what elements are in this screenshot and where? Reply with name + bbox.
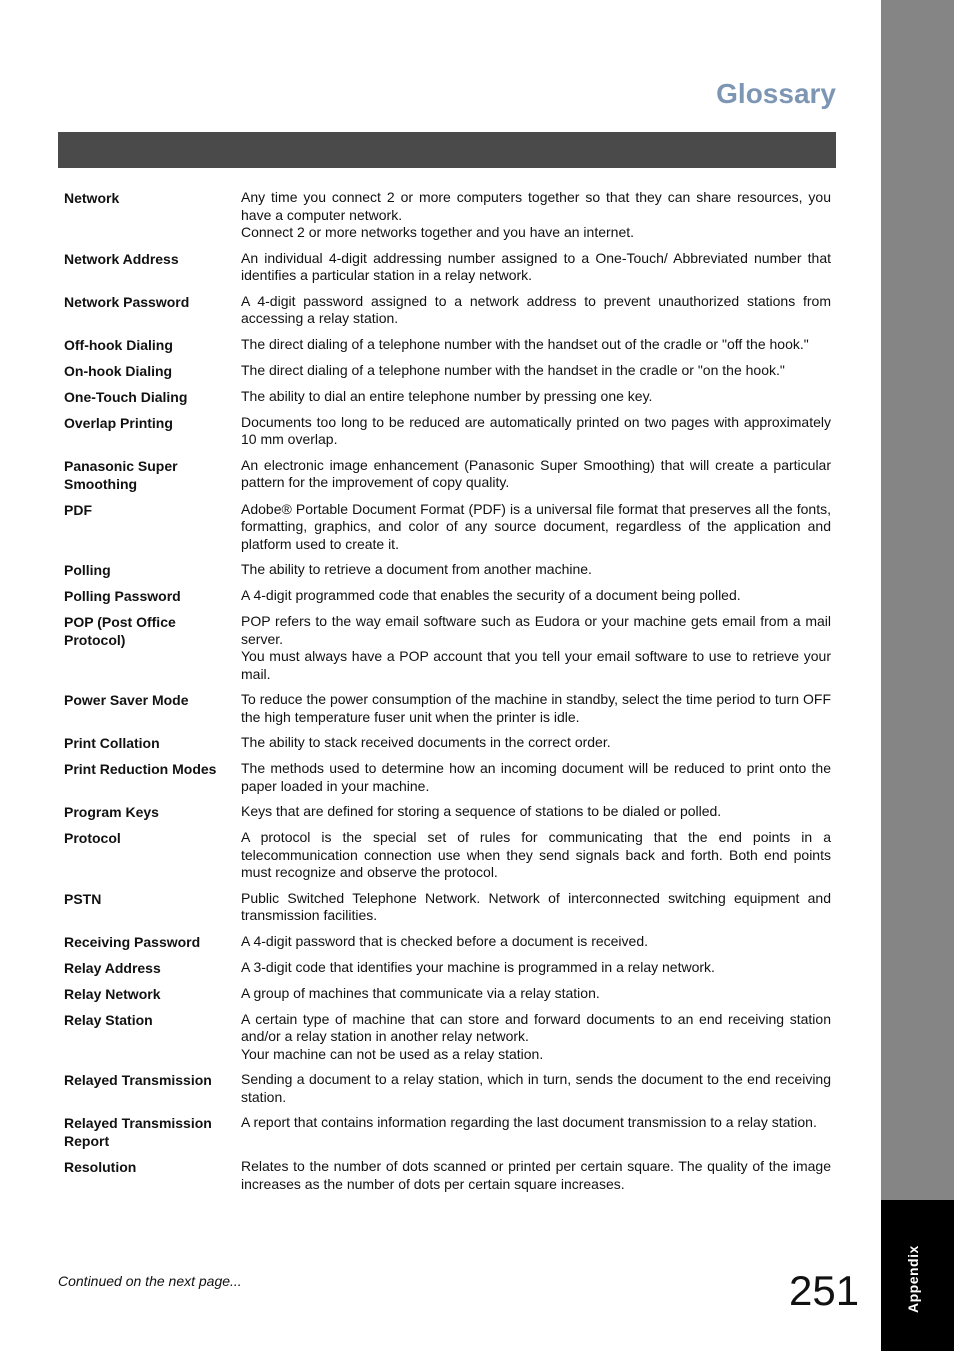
glossary-term: Receiving Password <box>64 933 201 950</box>
definition-paragraph: A certain type of machine that can store and forward documents to an end receiving station and/or a relay station in another relay network. <box>241 1010 831 1044</box>
glossary-definition <box>241 1158 831 1193</box>
glossary-term: Protocol <box>64 830 121 846</box>
glossary-definition <box>241 691 831 726</box>
definition-paragraph: The methods used to determine how an incoming document will be reduced to print onto the paper loaded in your machine. <box>241 760 831 794</box>
side-bar <box>881 0 954 1351</box>
definition-paragraph: Connect 2 or more networks together and you have an internet. <box>241 224 635 240</box>
glossary-entry <box>64 1114 831 1150</box>
glossary-entry <box>64 561 831 579</box>
definition-paragraph: Relates to the number of dots scanned or printed per certain square. The quality of the image increases as the number of dots per certain square increases. <box>241 1158 831 1192</box>
glossary-term: Relay Network <box>64 985 161 1002</box>
glossary-definition <box>241 985 831 1003</box>
glossary-term: Overlap Printing <box>64 414 173 431</box>
glossary-term: Relay Address <box>64 959 161 976</box>
definition-paragraph: A 4-digit programmed code that enables the security of a document being polled. <box>241 587 741 603</box>
glossary-definition <box>241 959 831 977</box>
definition-paragraph: A 3-digit code that identifies your machine is programmed in a relay network. <box>241 958 715 975</box>
definition-paragraph: The ability to dial an entire telephone number by pressing one key. <box>241 387 653 404</box>
glossary-entry <box>64 760 831 795</box>
definition-paragraph: Keys that are defined for storing a sequence of stations to be dialed or polled. <box>241 803 722 819</box>
glossary-definition <box>241 1114 831 1150</box>
glossary-entry <box>64 414 831 449</box>
definition-paragraph: You must always have a POP account that you tell your email software to use to retrieve your mail. <box>241 648 831 682</box>
glossary-entry <box>64 985 831 1003</box>
glossary-term: Power Saver Mode <box>64 692 189 708</box>
definition-paragraph: The ability to stack received documents in the correct order. <box>241 734 611 750</box>
definition-paragraph: To reduce the power consumption of the machine in standby, select the time period to turn OFF the high temperature fuser unit when the printer is idle. <box>241 691 831 725</box>
definition-paragraph: Your machine can not be used as a relay station. <box>241 1045 544 1062</box>
glossary-term: PDF <box>64 501 92 518</box>
definition-paragraph: An individual 4-digit addressing number assigned to a One-Touch/ Abbreviated number that identifies a particular station in a relay network. <box>241 249 831 283</box>
definition-paragraph: Documents too long to be reduced are automatically printed on two pages with approximately 10 mm overlap. <box>241 413 831 447</box>
glossary-definition <box>241 613 831 683</box>
definition-paragraph: The direct dialing of a telephone number with the handset in the cradle or "on the hook." <box>241 361 785 378</box>
glossary-term: Relayed Transmission <box>64 1072 212 1088</box>
glossary-term: Network Password <box>64 293 190 310</box>
glossary-term: Polling Password <box>64 588 181 604</box>
glossary-entry <box>64 336 831 354</box>
definition-paragraph: A 4-digit password assigned to a network address to prevent unauthorized stations from accessing a relay station. <box>241 292 831 326</box>
glossary-entry <box>64 829 831 882</box>
glossary-definition <box>241 734 831 752</box>
glossary-term: Relay Station <box>64 1011 153 1028</box>
header-band <box>58 132 836 168</box>
glossary-entry <box>64 189 831 242</box>
definition-paragraph: Adobe® Portable Document Format (PDF) is a universal file format that preserves all the fonts, formatting, graphics, and color of any source document, regardless of the application and platform used to create it. <box>241 500 831 552</box>
glossary-entry <box>64 959 831 977</box>
definition-paragraph: The ability to retrieve a document from another machine. <box>241 561 592 577</box>
page-number: 251 <box>789 1267 860 1314</box>
glossary-term: Print Collation <box>64 735 160 751</box>
glossary-definition <box>241 760 831 795</box>
glossary-entry <box>64 803 831 821</box>
glossary-definition <box>241 587 831 605</box>
glossary-entry <box>64 388 831 406</box>
glossary-term: Polling <box>64 562 111 578</box>
definition-paragraph: A 4-digit password that is checked before a document is received. <box>241 932 648 949</box>
glossary-entry <box>64 691 831 726</box>
glossary-term: PSTN <box>64 890 102 907</box>
glossary-definition <box>241 414 831 449</box>
glossary-definition <box>241 388 831 406</box>
definition-paragraph: The direct dialing of a telephone number with the handset out of the cradle or "off the hook." <box>241 335 809 352</box>
glossary-entry <box>64 613 831 683</box>
glossary-entry <box>64 587 831 605</box>
definition-paragraph: Sending a document to a relay station, which in turn, sends the document to the end receiving station. <box>241 1071 831 1105</box>
glossary-definition <box>241 1011 831 1064</box>
glossary-entry <box>64 457 831 493</box>
definition-paragraph: An electronic image enhancement (Panasonic Super Smoothing) that will create a particular pattern for the improvement of copy quality. <box>241 456 831 490</box>
glossary-term: Off-hook Dialing <box>64 336 173 353</box>
glossary-definition <box>241 829 831 882</box>
glossary-definition <box>241 336 831 354</box>
glossary-definition <box>241 189 831 242</box>
definition-paragraph: A protocol is the special set of rules for communicating that the end points in a telecommunication connection use when they send signals back and forth. Both end points must recognize and observe the protocol. <box>241 829 831 880</box>
definition-paragraph: Any time you connect 2 or more computers together so that they can share resources, you have a computer network. <box>241 189 831 223</box>
glossary-definition <box>241 561 831 579</box>
glossary-term: On-hook Dialing <box>64 362 173 379</box>
definition-paragraph: A group of machines that communicate via a relay station. <box>241 984 600 1001</box>
glossary-entry <box>64 1071 831 1106</box>
glossary-entry <box>64 890 831 925</box>
glossary-definition <box>241 457 831 493</box>
glossary-term: Panasonic Super Smoothing <box>64 457 178 492</box>
glossary-entry <box>64 362 831 380</box>
definition-paragraph: A report that contains information regarding the last document transmission to a relay station. <box>241 1114 817 1130</box>
glossary-entry <box>64 293 831 328</box>
glossary-entry <box>64 734 831 752</box>
glossary-entry <box>64 501 831 554</box>
definition-paragraph: Public Switched Telephone Network. Network of interconnected switching equipment and transmission facilities. <box>241 889 831 923</box>
glossary-entry <box>64 933 831 951</box>
glossary-list <box>64 189 831 1201</box>
glossary-definition <box>241 362 831 380</box>
glossary-definition <box>241 293 831 328</box>
glossary-term: Network <box>64 190 120 206</box>
glossary-term: Relayed Transmission Report <box>64 1115 212 1149</box>
glossary-entry <box>64 250 831 285</box>
glossary-term: Resolution <box>64 1159 137 1175</box>
glossary-entry <box>64 1011 831 1064</box>
section-tab-label: Appendix <box>905 1245 921 1313</box>
glossary-term: One-Touch Dialing <box>64 388 188 405</box>
glossary-definition <box>241 1071 831 1106</box>
glossary-term: POP (Post Office Protocol) <box>64 614 176 648</box>
page-title: Glossary <box>716 78 836 109</box>
glossary-definition <box>241 890 831 925</box>
glossary-term: Print Reduction Modes <box>64 761 217 777</box>
glossary-definition <box>241 933 831 951</box>
glossary-definition <box>241 250 831 285</box>
glossary-term: Network Address <box>64 250 179 267</box>
glossary-entry <box>64 1158 831 1193</box>
glossary-definition <box>241 501 831 554</box>
glossary-term: Program Keys <box>64 804 159 820</box>
definition-paragraph: POP refers to the way email software such as Eudora or your machine gets email from a mail server. <box>241 613 831 647</box>
glossary-definition <box>241 803 831 821</box>
continued-note: Continued on the next page... <box>58 1273 242 1289</box>
